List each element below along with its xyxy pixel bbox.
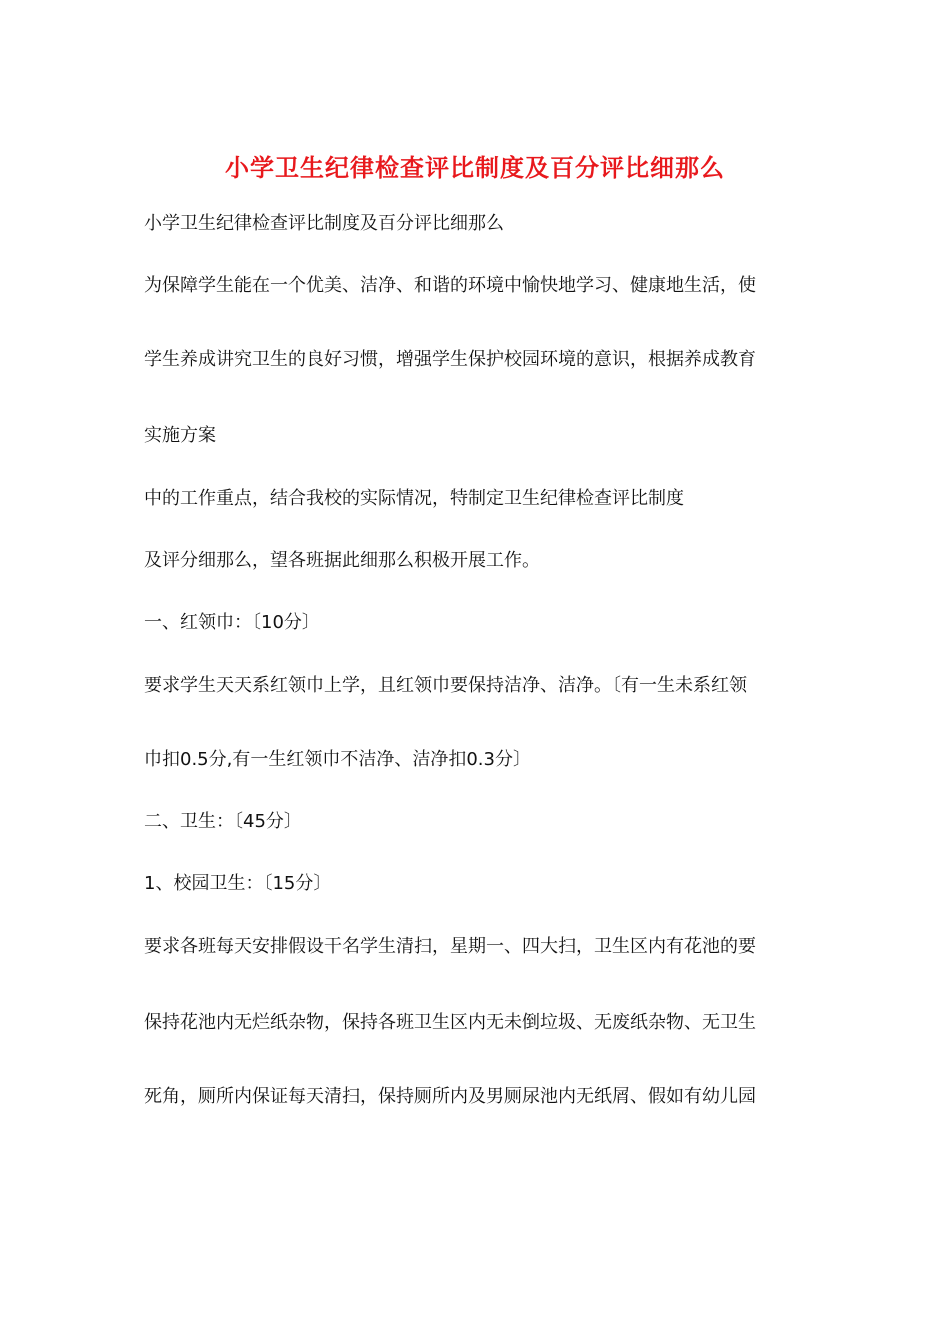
subtitle-line: 小学卫生纪律检查评比制度及百分评比细那么 (144, 213, 504, 234)
body-line: 及评分细那么，望各班据此细那么积极开展工作。 (144, 550, 540, 571)
body-line: 巾扣0.5分,有一生红领巾不洁净、洁净扣0.3分〕 (144, 749, 531, 770)
subsection-heading: 1、校园卫生：〔15分〕 (144, 873, 332, 894)
body-line: 要求学生天天系红领巾上学，且红领巾要保持洁净、洁净。〔有一生未系红领 (144, 675, 747, 696)
body-line: 中的工作重点，结合我校的实际情况，特制定卫生纪律检查评比制度 (144, 488, 684, 509)
body-line: 保持花池内无烂纸杂物，保持各班卫生区内无未倒垃圾、无废纸杂物、无卫生 (144, 1012, 756, 1033)
document-title: 小学卫生纪律检查评比制度及百分评比细那么 (225, 153, 725, 182)
body-line: 死角，厕所内保证每天清扫，保持厕所内及男厕尿池内无纸屑、假如有幼儿园 (144, 1086, 756, 1107)
section-heading: 二、卫生：〔45分〕 (144, 811, 302, 832)
body-line: 要求各班每天安排假设干名学生清扫，星期一、四大扫，卫生区内有花池的要 (144, 936, 756, 957)
body-line: 为保障学生能在一个优美、洁净、和谐的环境中愉快地学习、健康地生活，使 (144, 275, 756, 296)
section-heading: 一、红领巾：〔10分〕 (144, 612, 320, 633)
body-line: 实施方案 (144, 425, 216, 446)
body-line: 学生养成讲究卫生的良好习惯，增强学生保护校园环境的意识，根据养成教育 (144, 349, 756, 370)
